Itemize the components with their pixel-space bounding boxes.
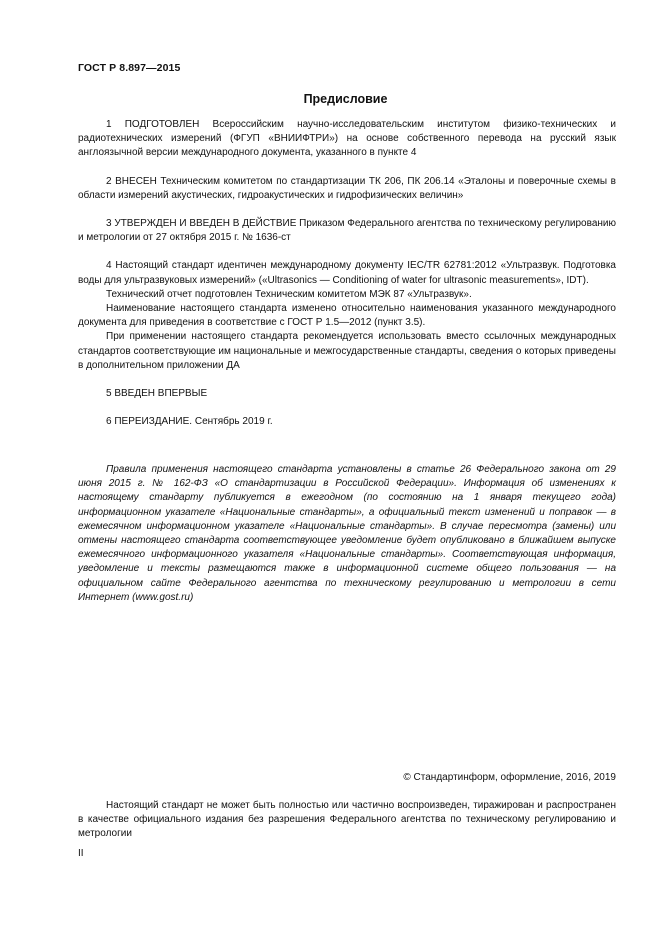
application-rules-notice xyxy=(78,463,616,605)
foreword-item-3: 3 УТВЕРЖДЕН И ВВЕДЕН В ДЕЙСТВИЕ Приказом Федерального агентства по техническому регулированию и метрологии от 27 октября 2015 г. № 1636-ст xyxy=(78,218,616,244)
foreword-item-4: 4 Настоящий стандарт идентичен международному документу IEC/TR 62781:2012 «Ультразвук. Подготовка воды для ультразвуковых измерений» («Ultrasonics — Conditioning of water for ultrasonic measurements», IDT). xyxy=(78,260,616,286)
foreword-item-4-name-change: Наименование настоящего стандарта изменено относительно наименования указанного международного документа для приведения в соответствие с ГОСТ Р 1.5—2012 (пункт 3.5). xyxy=(78,303,616,329)
foreword-item-4-committee: Технический отчет подготовлен Техническим комитетом МЭК 87 «Ультразвук». xyxy=(106,288,472,300)
page-title: Предисловие xyxy=(303,92,388,106)
standard-code-header: ГОСТ Р 8.897—2015 xyxy=(78,62,181,74)
foreword-item-4-references: При применении настоящего стандарта рекомендуется использовать вместо ссылочных международных стандартов соответствующие им национальные и межгосударственные стандарты, сведения о которых приведены в дополнительном приложении ДА xyxy=(78,331,616,371)
foreword-body xyxy=(78,118,616,429)
reproduction-rights xyxy=(78,799,616,842)
foreword-item-1: 1 ПОДГОТОВЛЕН Всероссийским научно-исследовательским институтом физико-технических и радиотехнических измерений (ФГУП «ВНИИФТРИ») на основе собственного перевода на русский язык англоязычной версии международного документа, указанного в пункте 4 xyxy=(78,119,616,159)
rights-text: Настоящий стандарт не может быть полностью или частично воспроизведен, тиражирован и распространен в качестве официального издания без разрешения Федерального агентства по техническому регулированию и метрологии xyxy=(78,800,616,840)
foreword-item-2: 2 ВНЕСЕН Техническим комитетом по стандартизации ТК 206, ПК 206.14 «Эталоны и поверочные схемы в области измерений акустических, гидроакустических и гидрофизических величин» xyxy=(78,175,616,201)
notice-text: Правила применения настоящего стандарта установлены в статье 26 Федерального закона от 29 июня 2015 г. № 162-ФЗ «О стандартизации в Российской Федерации». Информация об изменениях к настоящему стандарту публикуется в ежегодном (по состоянию на 1 января текущего года) информационном указателе «Национальные стандарты», а официальный текст изменений и поправок — в ежемесячном информационном указателе «Национальные стандарты». В случае пересмотра (замены) или отмены настоящего стандарта соответствующее уведомление будет опубликовано в ближайшем выпуске ежемесячного информационного указателя «Национальные стандарты». Соответствующая информация, уведомление и тексты размещаются также в информационной системе общего пользования — на официальном сайте Федерального агентства по техническому регулированию и метрологии в сети Интернет (www.gost.ru) xyxy=(78,464,616,603)
foreword-item-5: 5 ВВЕДЕН ВПЕРВЫЕ xyxy=(106,388,208,400)
copyright-line: © Стандартинформ, оформление, 2016, 2019 xyxy=(403,772,616,783)
page-number: II xyxy=(78,848,84,859)
foreword-item-6: 6 ПЕРЕИЗДАНИЕ. Сентябрь 2019 г. xyxy=(106,416,273,428)
